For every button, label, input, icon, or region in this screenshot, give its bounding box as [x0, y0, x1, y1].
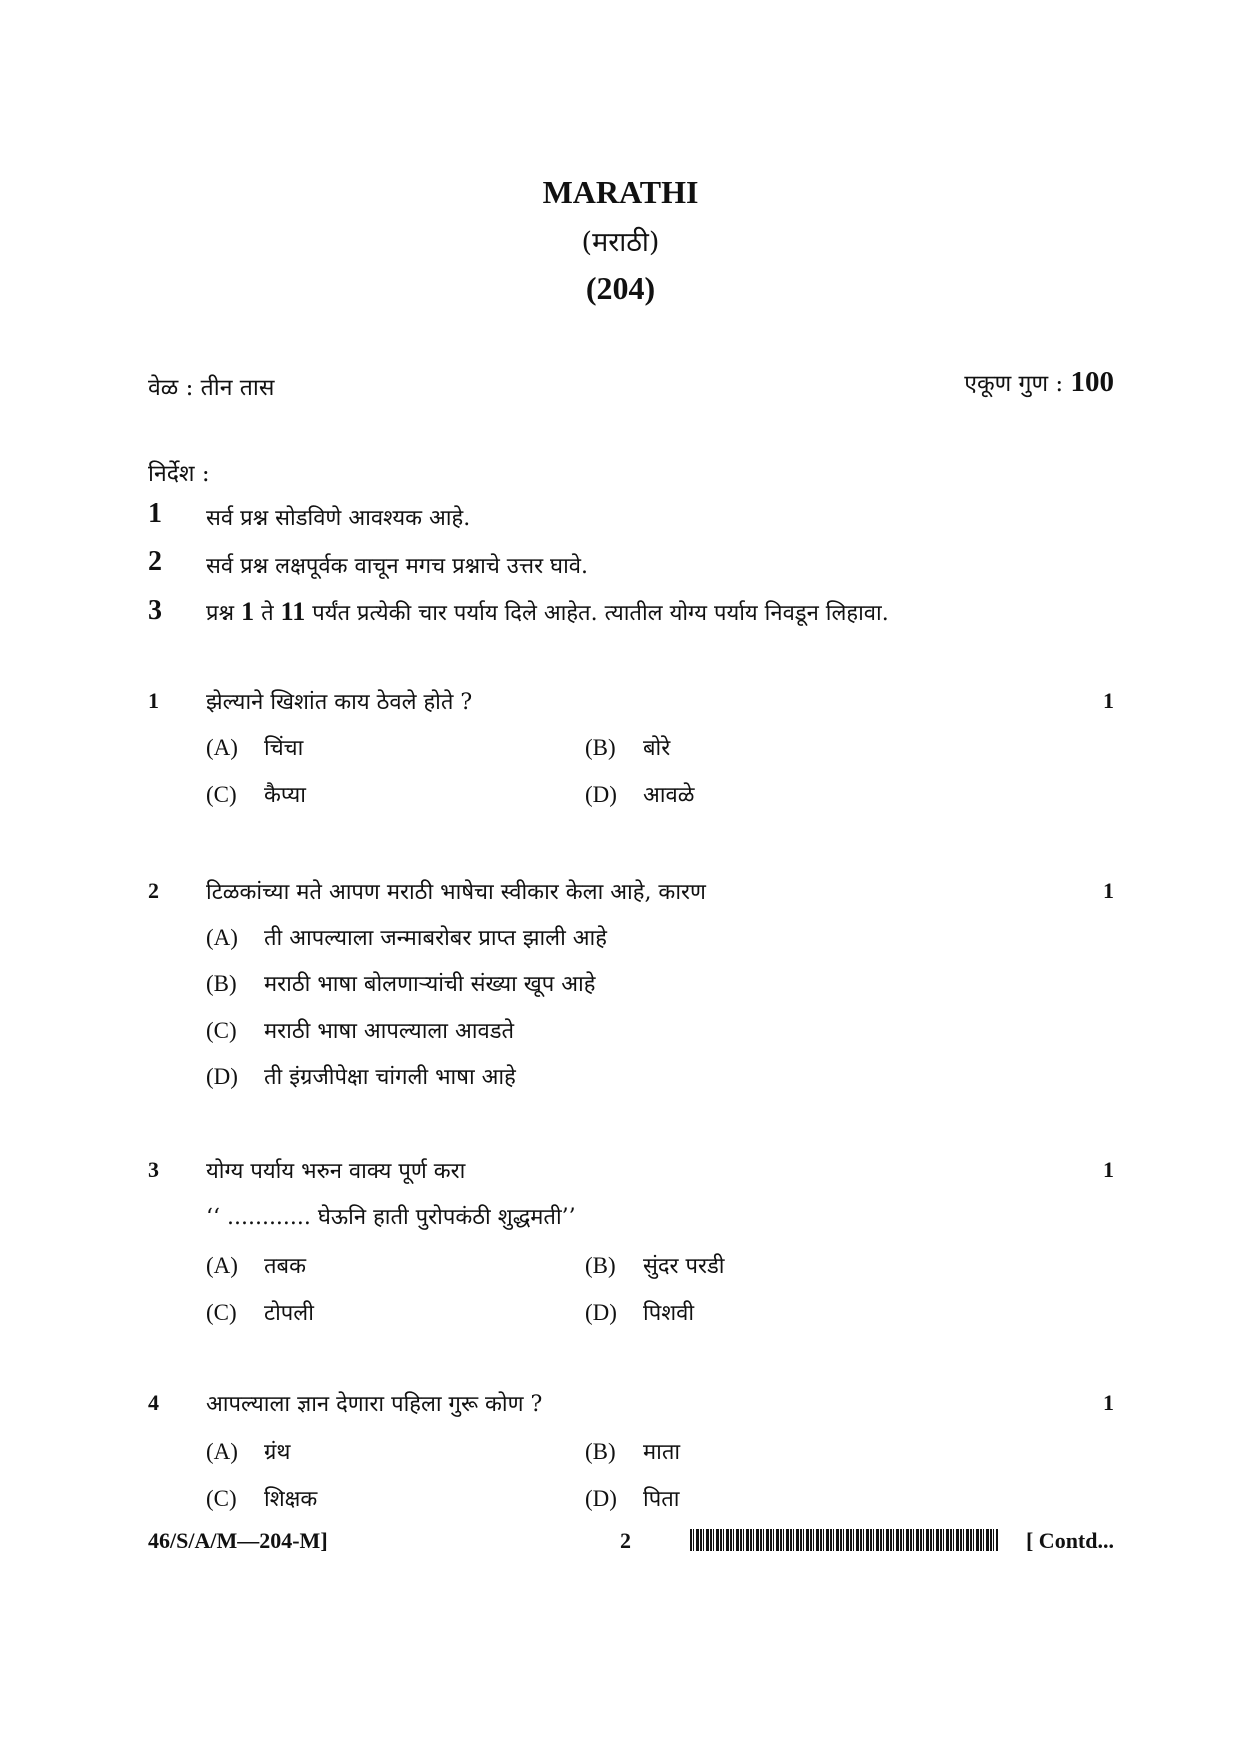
option-text: ग्रंथ — [264, 1440, 291, 1465]
option-text: मराठी भाषा बोलणाऱ्यांची संख्या खूप आहे — [264, 972, 596, 997]
time-allowed: वेळ : तीन तास — [148, 375, 275, 401]
question-marks: 1 — [1103, 688, 1114, 713]
option-a[interactable] — [206, 1250, 306, 1280]
instruction-fragment: प्रश्न — [206, 601, 235, 626]
option-text: तबक — [264, 1254, 306, 1279]
instruction-number: 2 — [148, 546, 162, 577]
option-label: (B) — [206, 971, 237, 996]
option-label: (B) — [585, 735, 616, 760]
option-label: (A) — [206, 1439, 238, 1464]
instruction-number: 3 — [148, 595, 162, 626]
question-number: 4 — [148, 1390, 159, 1415]
option-label: (C) — [206, 782, 237, 807]
total-marks — [964, 366, 1114, 399]
option-b[interactable] — [585, 732, 670, 762]
option-text: सुंदर परडी — [643, 1254, 725, 1279]
option-b[interactable] — [206, 968, 595, 998]
question-text: टिळकांच्या मते आपण मराठी भाषेचा स्वीकार केला आहे, कारण — [206, 880, 706, 905]
footer-paper-code: 46/S/A/M—204-M] — [148, 1528, 328, 1553]
question-number: 3 — [148, 1157, 159, 1182]
total-marks-label: एकूण गुण : — [964, 371, 1064, 397]
option-text: चिंचा — [264, 736, 304, 761]
instructions-heading: निर्देश : — [148, 461, 210, 487]
total-marks-value: 100 — [1070, 366, 1114, 398]
question-text: योग्य पर्याय भरुन वाक्य पूर्ण करा — [206, 1159, 466, 1184]
option-text: शिक्षक — [264, 1487, 318, 1512]
instruction-text — [206, 597, 889, 627]
option-label: (C) — [206, 1300, 237, 1325]
option-text: माता — [643, 1440, 681, 1465]
option-b[interactable] — [585, 1250, 725, 1280]
option-text: ती आपल्याला जन्माबरोबर प्राप्त झाली आहे — [264, 926, 607, 951]
question-marks: 1 — [1103, 1157, 1114, 1182]
instruction-number-from: 1 — [241, 597, 255, 626]
option-c[interactable] — [206, 779, 306, 809]
option-label: (B) — [585, 1253, 616, 1278]
option-d[interactable] — [585, 779, 694, 809]
barcode-image — [690, 1529, 998, 1551]
question-marks: 1 — [1103, 878, 1114, 903]
paper-subtitle: (मराठी) — [581, 227, 660, 258]
instruction-fragment: ते — [261, 601, 274, 626]
option-d[interactable] — [585, 1297, 694, 1327]
option-c[interactable] — [206, 1015, 514, 1045]
option-a[interactable] — [206, 922, 607, 952]
paper-title: MARATHI — [542, 174, 699, 210]
option-d[interactable] — [206, 1061, 516, 1091]
option-text: मराठी भाषा आपल्याला आवडते — [264, 1019, 515, 1044]
question-number: 2 — [148, 878, 159, 903]
question-quote: ‘‘ ............ घेऊनि हाती पुरोपकंठी शुद्धमती’’ — [206, 1205, 576, 1230]
option-label: (D) — [585, 1486, 617, 1511]
option-text: आवळे — [643, 783, 695, 808]
instruction-text: सर्व प्रश्न लक्षपूर्वक वाचून मगच प्रश्नाचे उत्तर घावे. — [206, 554, 588, 579]
option-b[interactable] — [585, 1436, 680, 1466]
option-c[interactable] — [206, 1483, 317, 1513]
question-number: 1 — [148, 688, 159, 713]
option-text: पिशवी — [643, 1301, 695, 1326]
option-label: (C) — [206, 1486, 237, 1511]
option-text: ती इंग्रजीपेक्षा चांगली भाषा आहे — [264, 1065, 516, 1090]
option-d[interactable] — [585, 1483, 679, 1513]
instruction-text: सर्व प्रश्न सोडविणे आवश्यक आहे. — [206, 506, 471, 531]
instruction-number: 1 — [148, 498, 162, 529]
paper-code: (204) — [585, 270, 656, 306]
option-text: कैप्या — [264, 783, 306, 808]
option-text: पिता — [643, 1487, 680, 1512]
option-a[interactable] — [206, 732, 303, 762]
option-text: टोपली — [264, 1301, 314, 1326]
option-label: (D) — [585, 1300, 617, 1325]
option-label: (A) — [206, 735, 238, 760]
option-label: (D) — [206, 1064, 238, 1089]
question-text: झेल्याने खिशांत काय ठेवले होते ? — [206, 690, 473, 715]
instruction-number-to: 11 — [280, 597, 306, 626]
option-text: बोरे — [643, 736, 671, 761]
question-marks: 1 — [1103, 1390, 1114, 1415]
question-text: आपल्याला ज्ञान देणारा पहिला गुरू कोण ? — [206, 1392, 543, 1417]
option-label: (C) — [206, 1018, 237, 1043]
option-label: (D) — [585, 782, 617, 807]
page-number: 2 — [620, 1528, 631, 1553]
instruction-fragment: पर्यंत प्रत्येकी चार पर्याय दिले आहेत. त्यातील योग्य पर्याय निवडून लिहावा. — [312, 601, 889, 626]
option-label: (A) — [206, 925, 238, 950]
contd-marker: [ Contd... — [1025, 1528, 1114, 1553]
option-label: (A) — [206, 1253, 238, 1278]
option-a[interactable] — [206, 1436, 290, 1466]
option-c[interactable] — [206, 1297, 314, 1327]
option-label: (B) — [585, 1439, 616, 1464]
